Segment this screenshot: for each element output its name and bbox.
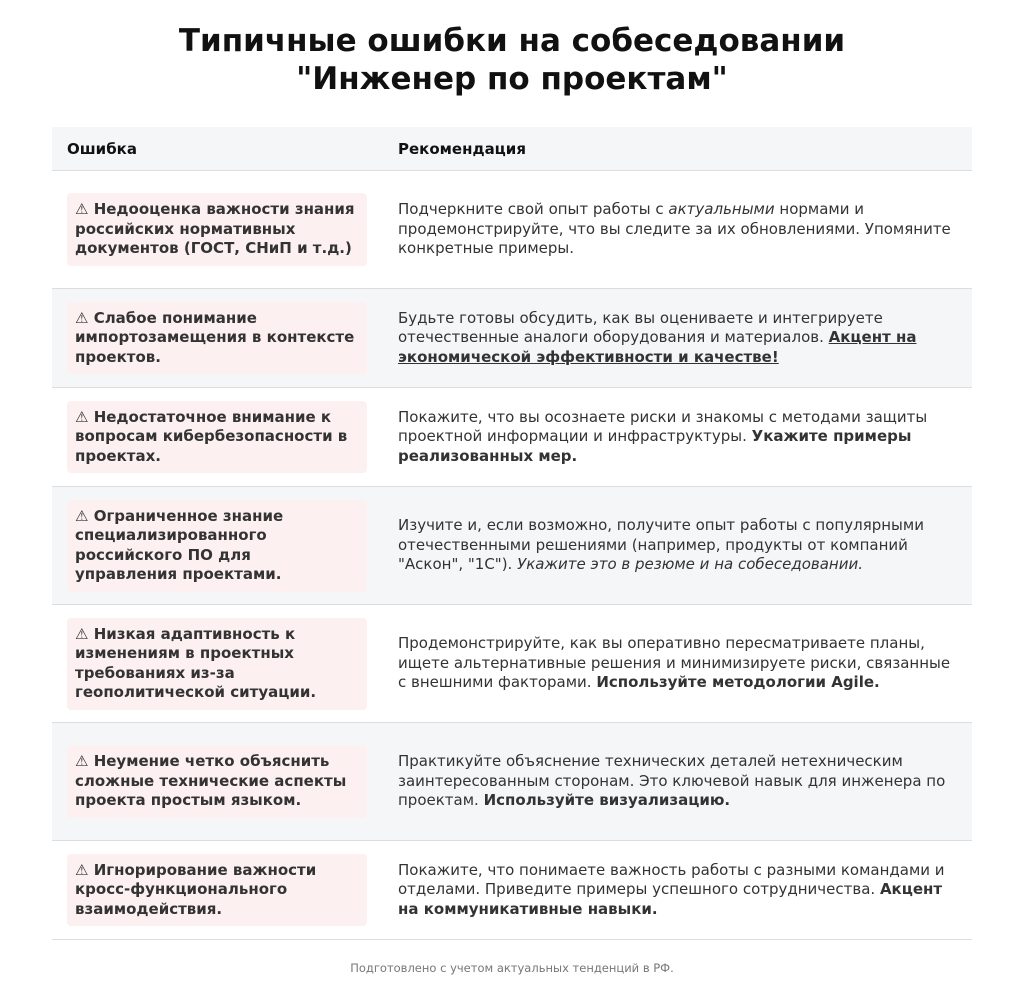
column-header-recommendation: Рекомендация bbox=[398, 139, 526, 158]
error-text: Ограниченное знание специализированного российского ПО для управления проектами. bbox=[75, 506, 284, 583]
recommendation-cell bbox=[383, 309, 972, 368]
table-row bbox=[52, 171, 972, 289]
errors-table bbox=[52, 127, 972, 940]
warning-icon: ⚠ bbox=[75, 200, 89, 219]
column-header-error: Ошибка bbox=[67, 139, 137, 158]
recommendation-text: Практикуйте объяснение технических деталей нетехническим заинтересованным сторонам. Это ключевой навык для инженера по проектам. bbox=[398, 752, 946, 810]
error-cell bbox=[52, 193, 383, 266]
recommendation-cell bbox=[383, 634, 972, 693]
error-badge bbox=[67, 401, 367, 474]
error-text: Слабое понимание импортозамещения в контексте проектов. bbox=[75, 308, 355, 366]
title-line-2: "Инженер по проектам" bbox=[296, 61, 728, 97]
error-text: Недооценка важности знания российских нормативных документов (ГОСТ, СНиП и т.д.) bbox=[75, 200, 355, 258]
recommendation-emphasis: Укажите это в резюме и на собеседовании. bbox=[517, 555, 863, 574]
table-row bbox=[52, 289, 972, 388]
recommendation-text: нормами и продемонстрируйте, что вы следите за их обновлениями. Упомяните конкретные примеры. bbox=[398, 200, 951, 258]
recommendation-text: Будьте готовы обсудить, как вы оцениваете и интегрируете отечественные аналоги оборудования и материалов. bbox=[398, 308, 883, 347]
error-text: Неумение четко объяснить сложные технические аспекты проекта простым языком. bbox=[75, 752, 347, 810]
warning-icon: ⚠ bbox=[75, 752, 89, 771]
warning-icon: ⚠ bbox=[75, 624, 89, 643]
error-badge bbox=[67, 745, 367, 818]
warning-icon: ⚠ bbox=[75, 407, 89, 426]
recommendation-text: Покажите, что вы осознаете риски и знакомы с методами защиты проектной информации и инфраструктуры. bbox=[398, 407, 928, 446]
recommendation-text: Подчеркните свой опыт работы с bbox=[398, 200, 669, 219]
table-row bbox=[52, 487, 972, 605]
warning-icon: ⚠ bbox=[75, 860, 89, 879]
table-row bbox=[52, 841, 972, 940]
recommendation-strong: Укажите примеры реализованных мер. bbox=[398, 427, 912, 465]
recommendation-emphasis: актуальными bbox=[668, 200, 775, 219]
table-row bbox=[52, 388, 972, 487]
error-badge bbox=[67, 500, 367, 592]
recommendation-link[interactable]: Акцент на экономической эффективности и качестве! bbox=[398, 328, 917, 366]
error-cell bbox=[52, 745, 383, 818]
recommendation-cell bbox=[383, 408, 972, 467]
error-text: Игнорирование важности кросс-функционального взаимодействия. bbox=[75, 860, 317, 918]
warning-icon: ⚠ bbox=[75, 506, 89, 525]
error-cell bbox=[52, 500, 383, 592]
table-row bbox=[52, 723, 972, 841]
title-line-1: Типичные ошибки на собеседовании bbox=[178, 23, 846, 59]
recommendation-strong: Используйте методологии Agile. bbox=[596, 673, 880, 692]
table-header bbox=[52, 127, 972, 171]
table-row bbox=[52, 605, 972, 723]
recommendation-cell bbox=[383, 200, 972, 259]
recommendation-cell bbox=[383, 861, 972, 920]
warning-icon: ⚠ bbox=[75, 308, 89, 327]
error-badge bbox=[67, 302, 367, 375]
error-badge bbox=[67, 854, 367, 927]
error-cell bbox=[52, 854, 383, 927]
error-text: Недостаточное внимание к вопросам кибербезопасности в проектах. bbox=[75, 407, 348, 465]
error-badge bbox=[67, 193, 367, 266]
recommendation-text: Изучите и, если возможно, получите опыт работы с популярными отечественными решениями (например, продукты от компаний "Аскон", "1С"). bbox=[398, 516, 924, 574]
error-text: Низкая адаптивность к изменениям в проектных требованиях из-за геополитической ситуации. bbox=[75, 624, 317, 701]
recommendation-strong: Используйте визуализацию. bbox=[483, 791, 731, 810]
error-cell bbox=[52, 618, 383, 710]
error-badge bbox=[67, 618, 367, 710]
recommendation-cell bbox=[383, 516, 972, 575]
recommendation-strong: Акцент на коммуникативные навыки. bbox=[398, 880, 943, 918]
recommendation-cell bbox=[383, 752, 972, 811]
footer-note: Подготовлено с учетом актуальных тенденций в РФ. bbox=[350, 961, 674, 975]
error-cell bbox=[52, 302, 383, 375]
page-title bbox=[0, 22, 1024, 98]
recommendation-text: Продемонстрируйте, как вы оперативно пересматриваете планы, ищете альтернативные решения и минимизируете риски, связанные с внешними факторами. bbox=[398, 634, 951, 692]
recommendation-text: Покажите, что понимаете важность работы с разными командами и отделами. Приведите примеры успешного сотрудничества. bbox=[398, 860, 945, 899]
error-cell bbox=[52, 401, 383, 474]
